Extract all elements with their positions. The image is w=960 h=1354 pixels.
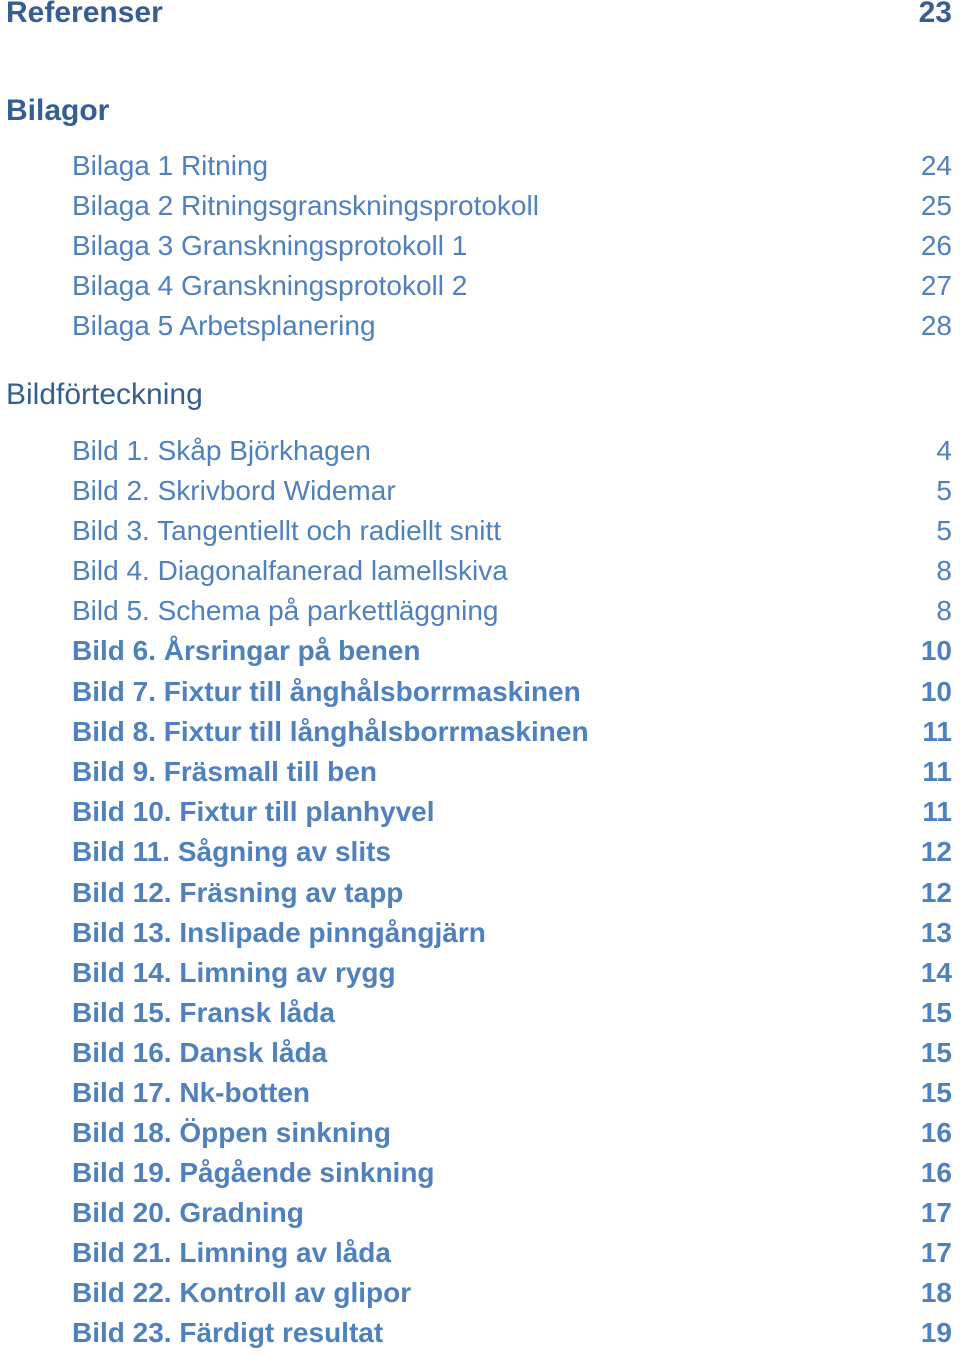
toc-entry-label: Bild 16. Dansk låda [72, 1037, 328, 1068]
toc-entry-bild-4[interactable] [72, 555, 952, 587]
toc-entry-label: Bild 8. Fixtur till långhålsborrmaskinen [72, 716, 589, 747]
toc-entry-bild-13[interactable] [72, 917, 952, 949]
toc-entry-bild-1[interactable] [72, 435, 952, 467]
toc-entry-page: 17 [920, 1237, 952, 1268]
toc-entry-bild-7[interactable] [72, 676, 952, 708]
toc-entry-label: Bild 3. Tangentiellt och radiellt snitt [72, 515, 502, 546]
toc-entry-bild-21[interactable] [72, 1237, 952, 1269]
toc-entry-label: Bild 22. Kontroll av glipor [72, 1277, 412, 1308]
toc-entry-label: Bild 9. Fräsmall till ben [72, 756, 377, 787]
toc-entry-label: Bild 1. Skåp Björkhagen [72, 435, 371, 466]
toc-entry-label: Bilaga 5 Arbetsplanering [72, 310, 376, 341]
toc-entry-bilaga-1[interactable] [72, 150, 952, 182]
toc-entry-bild-22[interactable] [72, 1277, 952, 1309]
toc-entry-page: 26 [920, 230, 952, 261]
section-title-bildforteckning: Bildförteckning [6, 378, 203, 411]
toc-entry-bilaga-2[interactable] [72, 190, 952, 222]
toc-entry-bild-8[interactable] [72, 716, 952, 748]
toc-entry-label: Bild 20. Gradning [72, 1197, 304, 1228]
toc-entry-bild-23[interactable] [72, 1317, 952, 1349]
toc-entry-page: 14 [920, 957, 952, 988]
toc-entry-bild-2[interactable] [72, 475, 952, 507]
toc-entry-label: Bild 23. Färdigt resultat [72, 1317, 384, 1348]
toc-entry-label: Bild 6. Årsringar på benen [72, 635, 421, 666]
toc-entry-bild-6[interactable] [72, 635, 952, 667]
toc-entry-page: 5 [936, 515, 952, 546]
toc-entry-bilaga-3[interactable] [72, 230, 952, 262]
toc-entry-bild-18[interactable] [72, 1117, 952, 1149]
toc-entry-label: Bild 2. Skrivbord Widemar [72, 475, 396, 506]
toc-entry-page: 18 [920, 1277, 952, 1308]
toc-entry-label: Bild 21. Limning av låda [72, 1237, 391, 1268]
toc-entry-label: Bild 17. Nk-botten [72, 1077, 311, 1108]
toc-entry-bild-16[interactable] [72, 1037, 952, 1069]
toc-entry-page: 12 [920, 877, 952, 908]
toc-entry-page: 15 [920, 997, 952, 1028]
toc-entry-page: 17 [920, 1197, 952, 1228]
toc-entry-label: Bild 13. Inslipade pinngångjärn [72, 917, 486, 948]
toc-entry-page: 15 [920, 1037, 952, 1068]
toc-entry-page: 12 [920, 836, 952, 867]
toc-entry-page: 24 [920, 150, 952, 181]
toc-entry-label: Bilaga 2 Ritningsgranskningsprotokoll [72, 190, 539, 221]
toc-entry-page: 8 [936, 595, 952, 626]
toc-entry-page: 19 [920, 1317, 952, 1348]
toc-entry-bild-9[interactable] [72, 756, 952, 788]
toc-entry-label: Bilaga 3 Granskningsprotokoll 1 [72, 230, 468, 261]
toc-entry-bild-3[interactable] [72, 515, 952, 547]
toc-entry-label: Bild 19. Pågående sinkning [72, 1157, 435, 1188]
toc-entry-bild-10[interactable] [72, 796, 952, 828]
toc-entry-page: 11 [922, 716, 952, 747]
toc-entry-bild-5[interactable] [72, 595, 952, 627]
toc-entry-page: 11 [922, 796, 952, 827]
toc-entry-page: 16 [920, 1157, 952, 1188]
toc-entry-bild-11[interactable] [72, 836, 952, 868]
toc-entry-page: 28 [920, 310, 952, 341]
toc-entry-page: 4 [936, 435, 952, 466]
toc-entry-page: 15 [920, 1077, 952, 1108]
toc-entry-referenser[interactable] [6, 0, 952, 30]
toc-entry-label: Bild 18. Öppen sinkning [72, 1117, 391, 1148]
toc-entry-label: Bild 11. Sågning av slits [72, 836, 391, 867]
toc-entry-label: Bild 4. Diagonalfanerad lamellskiva [72, 555, 508, 586]
toc-entry-bild-19[interactable] [72, 1157, 952, 1189]
toc-entry-bild-15[interactable] [72, 997, 952, 1029]
toc-entry-page: 16 [920, 1117, 952, 1148]
toc-entry-page: 10 [920, 635, 952, 666]
toc-entry-page: 27 [920, 270, 952, 301]
toc-entry-bild-14[interactable] [72, 957, 952, 989]
toc-entry-bild-20[interactable] [72, 1197, 952, 1229]
toc-entry-label: Bild 5. Schema på parkettläggning [72, 595, 499, 626]
toc-entry-bilaga-4[interactable] [72, 270, 952, 302]
toc-entry-page: 5 [936, 475, 952, 506]
toc-entry-label: Bild 7. Fixtur till ånghålsborrmaskinen [72, 676, 581, 707]
toc-entry-bilaga-5[interactable] [72, 310, 952, 342]
toc-entry-page: 23 [918, 0, 952, 29]
toc-entry-label: Bild 14. Limning av rygg [72, 957, 396, 988]
toc-entry-page: 11 [922, 756, 952, 787]
toc-entry-page: 13 [920, 917, 952, 948]
toc-entry-bild-17[interactable] [72, 1077, 952, 1109]
toc-entry-label: Bild 10. Fixtur till planhyvel [72, 796, 435, 827]
toc-entry-label: Referenser [6, 0, 163, 29]
toc-entry-page: 25 [920, 190, 952, 221]
toc-entry-label: Bild 12. Fräsning av tapp [72, 877, 404, 908]
toc-entry-label: Bilaga 4 Granskningsprotokoll 2 [72, 270, 468, 301]
section-title-bilagor: Bilagor [6, 94, 110, 127]
toc-entry-label: Bild 15. Fransk låda [72, 997, 335, 1028]
toc-entry-page: 10 [920, 676, 952, 707]
toc-entry-label: Bilaga 1 Ritning [72, 150, 269, 181]
toc-entry-page: 8 [936, 555, 952, 586]
toc-entry-bild-12[interactable] [72, 877, 952, 909]
